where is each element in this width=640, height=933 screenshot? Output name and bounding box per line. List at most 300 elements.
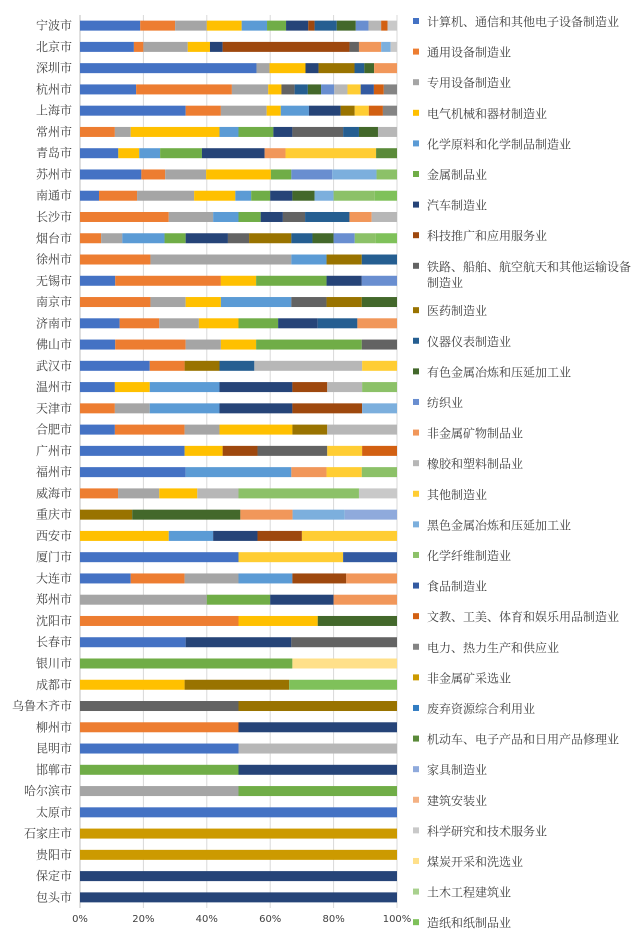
bar-segment [327, 446, 362, 456]
bar-segment [136, 84, 232, 94]
bar-segment [188, 42, 210, 52]
category-label: 北京市 [35, 39, 72, 54]
legend-label: 非金属矿物制品业 [427, 426, 524, 441]
bar-segment [80, 722, 239, 732]
bar-segment [334, 191, 375, 201]
category-label: 武汉市 [35, 358, 72, 373]
bar-segment [118, 488, 159, 498]
category-label: 柳州市 [35, 720, 72, 735]
bar-segment [318, 616, 397, 626]
bar-segment [327, 276, 362, 286]
bar-segment [343, 127, 359, 137]
category-label: 苏州市 [35, 167, 72, 182]
legend-label: 橡胶和塑料制品业 [427, 457, 524, 472]
bar-segment [80, 573, 131, 583]
bar-segment [308, 21, 314, 31]
bar-segment [199, 318, 239, 328]
bar-segment [221, 297, 291, 307]
category-label: 太原市 [35, 805, 72, 820]
bar-segment [137, 191, 194, 201]
x-tick-label: 80% [322, 914, 345, 925]
bar-segment [376, 233, 397, 243]
bar-segment [292, 573, 346, 583]
bar-segment [165, 169, 206, 179]
legend-label: 仪器仪表制造业 [427, 334, 512, 349]
bar-segment [256, 276, 326, 286]
category-label: 成都市 [35, 677, 72, 692]
bar-segment [256, 340, 362, 350]
bar-segment [327, 425, 397, 435]
bar-segment [221, 276, 256, 286]
bar-segment [186, 467, 292, 477]
bar-segment [372, 212, 397, 222]
bar-segment [286, 21, 308, 31]
bar-segment [232, 84, 268, 94]
bar-segment [143, 42, 187, 52]
category-label: 厦门市 [35, 550, 72, 565]
legend-swatch [413, 613, 419, 619]
bar-segment [289, 680, 397, 690]
bar-segment [332, 169, 376, 179]
bar-segment [120, 318, 160, 328]
legend-label: 食品制造业 [427, 579, 488, 594]
bar-segment [202, 148, 265, 158]
bar-segment [291, 233, 312, 243]
bar-segment [160, 148, 202, 158]
x-tick-labels [72, 914, 411, 925]
category-label: 郑州市 [35, 592, 72, 607]
category-label: 石家庄市 [23, 826, 72, 841]
bar-segment [362, 467, 397, 477]
legend-swatch [413, 705, 419, 711]
bar-segment [80, 255, 150, 265]
category-label: 乌鲁木齐市 [11, 699, 72, 714]
x-tick-label: 60% [259, 914, 282, 925]
x-tick-label: 20% [132, 914, 155, 925]
bar-segment [261, 212, 283, 222]
bar-segment [321, 84, 334, 94]
legend-swatch [413, 140, 419, 146]
bar-segment [80, 637, 186, 647]
bar-segment [150, 403, 220, 413]
bar-segment [80, 467, 186, 477]
bar-segment [131, 573, 185, 583]
legend-label: 废弃资源综合利用业 [427, 701, 536, 716]
legend-label: 其他制造业 [427, 487, 488, 502]
bar-segment [206, 169, 271, 179]
category-label: 宁波市 [35, 18, 72, 33]
bar-segment [374, 63, 397, 73]
legend-label: 科学研究和技术服务业 [427, 824, 548, 839]
bar-segment [80, 871, 397, 881]
bar-segment [239, 722, 398, 732]
bar-segment [186, 233, 228, 243]
bar-segment [291, 255, 326, 265]
category-label: 威海市 [35, 486, 72, 501]
bar-segment [239, 127, 274, 137]
bar-segment [80, 488, 118, 498]
legend-label: 化学纤维制造业 [427, 548, 512, 563]
bar-segment [221, 106, 267, 116]
bar-segment [80, 84, 136, 94]
bar-segment [267, 106, 281, 116]
legend-label: 造纸和纸制品业 [427, 916, 512, 931]
category-label: 银川市 [35, 656, 72, 671]
bar-segment [122, 233, 164, 243]
bar-segment [80, 552, 239, 562]
legend-swatch [413, 399, 419, 405]
legend-label: 机动车、电子产品和日用产品修理业 [427, 732, 620, 747]
bar-segment [270, 63, 306, 73]
category-label: 南京市 [35, 295, 72, 310]
bar-segment [186, 340, 221, 350]
bar-segment [345, 510, 397, 520]
bar-segment [283, 212, 305, 222]
category-label: 佛山市 [35, 337, 72, 352]
legend-swatch [413, 491, 419, 497]
bar-segment [80, 744, 239, 754]
bar-segment [356, 21, 369, 31]
legend-label: 计算机、通信和其他电子设备制造业 [427, 15, 620, 29]
bar-segment [384, 84, 397, 94]
bar-segment [80, 786, 239, 796]
bar-segment [391, 42, 397, 52]
bar-segment [219, 127, 238, 137]
bar-segment [291, 169, 332, 179]
bar-segment [291, 637, 397, 647]
bar-segment [80, 807, 397, 817]
category-label: 温州市 [35, 380, 72, 395]
bar-segment [291, 297, 326, 307]
bar-segment [387, 21, 397, 31]
bar-segment [302, 531, 397, 541]
category-label: 保定市 [35, 869, 72, 884]
legend-label: 电力、热力生产和供应业 [427, 640, 560, 655]
bar-segment [186, 106, 221, 116]
legend-label: 家具制造业 [427, 763, 488, 778]
legend-label: 化学原料和化学制品制造业 [427, 137, 572, 152]
bar-segment [80, 212, 169, 222]
bar-segment [80, 616, 239, 626]
bar-segment [80, 127, 115, 137]
category-label: 徐州市 [35, 252, 72, 267]
bar-segment [334, 233, 355, 243]
bar-segment [80, 701, 239, 711]
bar-segment [292, 127, 343, 137]
bar-segment [293, 510, 345, 520]
legend-label: 铁路、船舶、航空航天和其他运输设备 [427, 259, 632, 274]
bar-segment [292, 403, 362, 413]
x-tick-label: 100% [382, 914, 412, 925]
bar-segment [355, 233, 376, 243]
bar-segment [362, 297, 397, 307]
bar-segment [362, 446, 397, 456]
bar-segment [239, 786, 398, 796]
bar-segment [312, 233, 333, 243]
category-label: 长沙市 [35, 209, 72, 224]
legend-label: 电气机械和器材制造业 [427, 106, 548, 121]
bar-segment [150, 297, 185, 307]
bar-segment [207, 595, 270, 605]
bar-segment [213, 531, 257, 541]
category-label: 邯郸市 [35, 762, 72, 777]
bar-segment [80, 276, 115, 286]
legend-label: 黑色金属冶炼和压延加工业 [427, 518, 572, 533]
bar-segment [349, 42, 359, 52]
bar-segment [239, 744, 398, 754]
legend-label: 纺织业 [427, 395, 464, 410]
bar-segment [361, 84, 374, 94]
legend-label: 有色金属冶炼和压延加工业 [427, 365, 572, 380]
legend-swatch [413, 171, 419, 177]
bar-segment [254, 361, 362, 371]
bar-segment [80, 425, 115, 435]
legend-swatch [413, 919, 419, 925]
category-label: 昆明市 [35, 741, 72, 756]
bar-segment [80, 680, 185, 690]
bar-segment [80, 850, 397, 860]
bar-segment [357, 318, 397, 328]
bar-segment [239, 318, 279, 328]
bar-segment [327, 382, 362, 392]
legend-label: 通用设备制造业 [427, 45, 512, 60]
bar-segment [258, 446, 328, 456]
bar-segment [80, 531, 169, 541]
legend-label: 金属制品业 [427, 168, 488, 182]
bar-segment [376, 148, 397, 158]
bar-segment [185, 573, 239, 583]
bar-segment [80, 382, 115, 392]
bar-segment [115, 382, 150, 392]
bar-segment [256, 63, 269, 73]
bar-segment [240, 510, 292, 520]
bar-segment [362, 276, 397, 286]
legend-swatch [413, 263, 419, 269]
bar-segment [270, 595, 333, 605]
legend-swatch [413, 674, 419, 680]
legend-swatch [413, 644, 419, 650]
bar-segment [278, 318, 318, 328]
bar-segment [318, 318, 358, 328]
bar-segment [80, 318, 120, 328]
category-label: 深圳市 [35, 61, 72, 76]
bar-segment [309, 106, 341, 116]
bar-segment [315, 21, 337, 31]
bar-segment [359, 488, 397, 498]
bar-segment [223, 446, 258, 456]
bar-segment [194, 191, 235, 201]
bar-segment [80, 21, 140, 31]
bar-segment [362, 382, 397, 392]
bar-segment [185, 446, 223, 456]
bar-segment [185, 361, 220, 371]
bar-segment [118, 148, 139, 158]
bar-segment [99, 191, 137, 201]
legend-swatch [413, 368, 419, 374]
bar-segment [249, 233, 291, 243]
legend-swatch [413, 858, 419, 864]
bar-segment [281, 106, 309, 116]
category-label: 烟台市 [35, 231, 72, 246]
bar-segment [159, 318, 199, 328]
bar-segment [80, 233, 101, 243]
legend-swatch [413, 338, 419, 344]
category-label: 济南市 [35, 316, 72, 331]
category-label: 无锡市 [35, 273, 72, 288]
bar-segment [185, 425, 220, 435]
bar-segment [271, 169, 291, 179]
legend-label: 科技推广和应用服务业 [427, 229, 548, 244]
legend-swatch [413, 766, 419, 772]
bar-segment [221, 340, 256, 350]
legend-swatch [413, 430, 419, 436]
bar-segment [305, 212, 349, 222]
legend-swatch [413, 232, 419, 238]
legend [413, 14, 631, 930]
bar-segment [242, 21, 267, 31]
bar-segment [165, 233, 186, 243]
bar-segment [80, 658, 292, 668]
bar-segment [141, 169, 165, 179]
legend-label: 专用设备制造业 [427, 76, 512, 91]
bar-segment [134, 42, 144, 52]
bar-segment [327, 255, 362, 265]
bar-segment [80, 191, 99, 201]
category-label: 贵阳市 [35, 847, 72, 862]
bar-segment [355, 63, 365, 73]
bar-segment [273, 127, 292, 137]
bar-segment [291, 467, 326, 477]
bar-segment [378, 127, 397, 137]
legend-swatch [413, 521, 419, 527]
bar-segment [267, 21, 286, 31]
bar-segment [80, 595, 207, 605]
bar-segment [115, 403, 150, 413]
category-label: 长春市 [35, 635, 72, 650]
bar-segment [131, 127, 220, 137]
bar-segment [169, 531, 213, 541]
bar-segment [239, 573, 293, 583]
category-label: 大连市 [35, 571, 72, 586]
bar-segment [219, 403, 292, 413]
bar-segment [80, 765, 239, 775]
bar-segment [315, 191, 334, 201]
legend-label: 建筑安装业 [427, 793, 488, 808]
bar-segment [115, 340, 185, 350]
category-label: 天津市 [35, 401, 72, 416]
bar-segment [359, 127, 378, 137]
bar-segment [355, 106, 369, 116]
legend-label: 文教、工美、体育和娱乐用品制造业 [427, 610, 620, 625]
bar-segment [347, 84, 360, 94]
bar-segment [383, 106, 397, 116]
bar-segment [362, 403, 397, 413]
bar-segment [239, 765, 398, 775]
bar-segment [140, 21, 175, 31]
bar-segment [80, 340, 115, 350]
bar-segment [80, 42, 134, 52]
bar-segment [169, 212, 213, 222]
legend-swatch [413, 552, 419, 558]
legend-swatch [413, 889, 419, 895]
bar-segment [286, 148, 377, 158]
bar-segment [115, 276, 221, 286]
category-label: 福州市 [35, 465, 72, 480]
bar-segment [139, 148, 160, 158]
bar-segment [305, 63, 318, 73]
legend-swatch [413, 49, 419, 55]
legend-swatch [413, 202, 419, 208]
bar-segment [80, 829, 397, 839]
bar-segment [270, 191, 292, 201]
bar-segment [239, 488, 359, 498]
bar-segment [223, 42, 350, 52]
bar-segment [375, 191, 397, 201]
bar-segment [343, 552, 397, 562]
bar-segment [349, 212, 371, 222]
category-label: 沈阳市 [35, 613, 72, 628]
bar-segment [159, 488, 197, 498]
bar-segment [327, 297, 362, 307]
bar-segment [207, 21, 242, 31]
category-labels [12, 18, 72, 905]
legend-label: 医药制造业 [427, 304, 488, 319]
bar-segment [292, 191, 314, 201]
bar-segment [210, 42, 223, 52]
bar-segment [150, 361, 185, 371]
legend-swatch [413, 18, 419, 24]
bar-segment [292, 658, 397, 668]
bar-segment [235, 191, 251, 201]
bar-segment [80, 297, 150, 307]
bar-segment [175, 21, 207, 31]
bar-segment [80, 106, 186, 116]
bar-segment [381, 21, 387, 31]
bar-segment [327, 467, 362, 477]
category-label: 青岛市 [35, 146, 72, 161]
bar-segment [132, 510, 240, 520]
bar-segment [308, 84, 321, 94]
bar-segment [115, 127, 131, 137]
bar-segment [265, 148, 286, 158]
bar-segment [295, 84, 308, 94]
legend-swatch [413, 110, 419, 116]
bar-segment [80, 403, 115, 413]
bar-segment [228, 233, 249, 243]
bar-segment [150, 255, 291, 265]
bar-segment [239, 552, 344, 562]
legend-swatch [413, 797, 419, 803]
category-label: 常州市 [35, 124, 72, 139]
bar-segment [346, 573, 397, 583]
category-label: 西安市 [35, 528, 72, 543]
bar-segment [101, 233, 122, 243]
legend-swatch [413, 307, 419, 313]
legend-swatch [413, 460, 419, 466]
bar-segment [377, 169, 397, 179]
bar-segment [197, 488, 238, 498]
bar-segment [80, 892, 397, 902]
category-label: 合肥市 [35, 422, 72, 437]
bar-segment [186, 637, 292, 647]
bar-segment [362, 361, 397, 371]
bar-segment [80, 446, 185, 456]
bar-segment [334, 595, 397, 605]
legend-swatch [413, 827, 419, 833]
legend-label: 非金属矿采选业 [427, 671, 512, 686]
bar-segment [337, 21, 356, 31]
x-tick-label: 0% [72, 914, 88, 925]
